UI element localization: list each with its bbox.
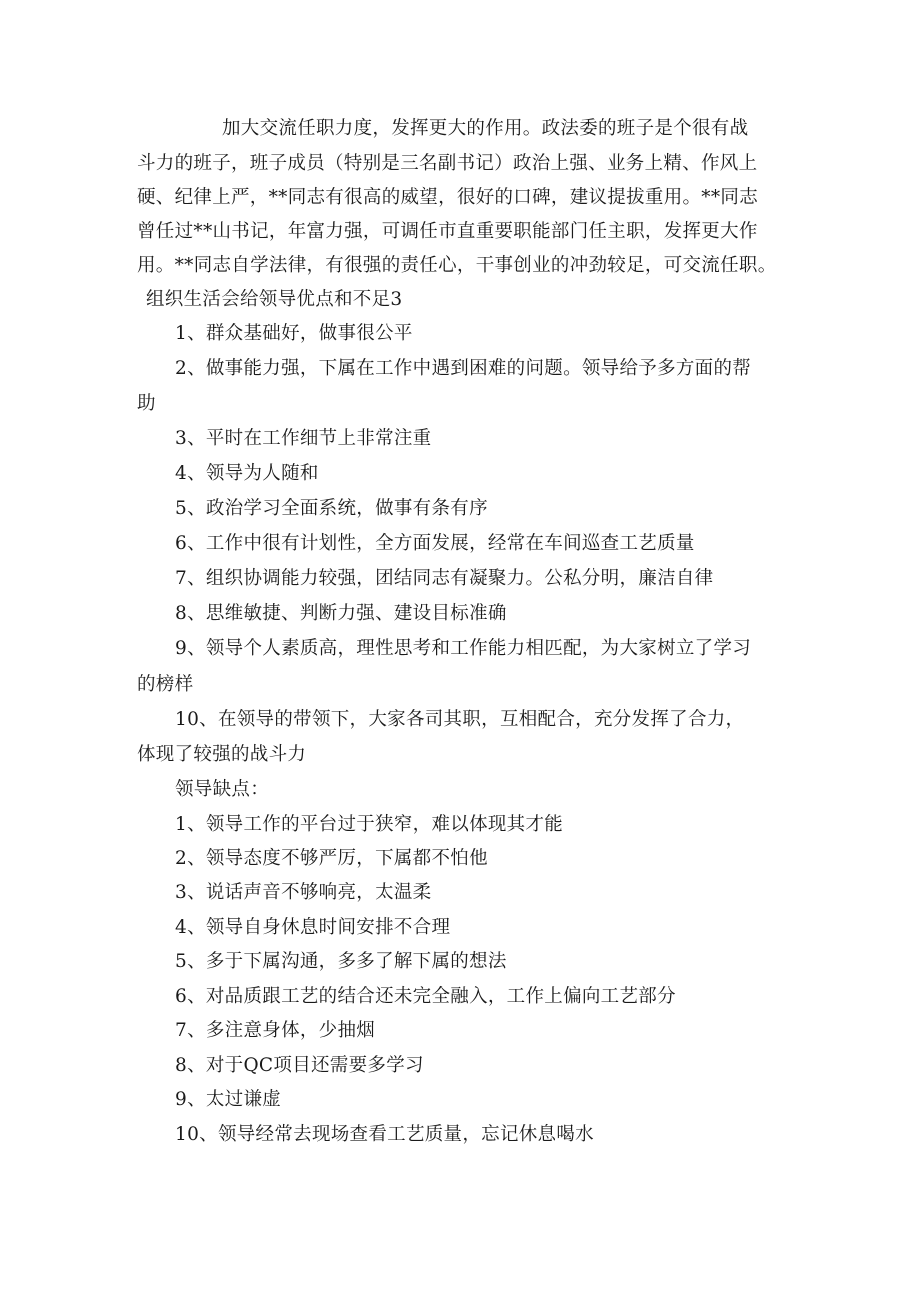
weakness-item-1: 1、领导工作的平台过于狭窄，难以体现其才能 xyxy=(175,814,564,835)
weakness-item-9: 9、太过谦虚 xyxy=(175,1089,282,1110)
weakness-item-6: 6、对品质跟工艺的结合还未完全融入，工作上偏向工艺部分 xyxy=(175,986,676,1007)
intro-line-5: 用。**同志自学法律，有很强的责任心，干事创业的冲劲较足，可交流任职。 xyxy=(137,255,777,276)
intro-line-4: 曾任过**山书记，年富力强，可调任市直重要职能部门任主职，发挥更大作 xyxy=(137,221,758,242)
weakness-item-4: 4、领导自身休息时间安排不合理 xyxy=(175,917,451,938)
strength-item-8: 8、思维敏捷、判断力强、建设目标准确 xyxy=(175,603,507,624)
weaknesses-heading: 领导缺点： xyxy=(175,779,270,800)
weakness-item-3: 3、说话声音不够响亮，太温柔 xyxy=(175,882,432,903)
weakness-item-2: 2、领导态度不够严厉，下属都不怕他 xyxy=(175,848,488,869)
intro-line-3: 硬、纪律上严，**同志有很高的威望，很好的口碑，建议提拔重用。**同志 xyxy=(137,187,759,208)
weakness-item-8: 8、对于QC项目还需要多学习 xyxy=(175,1055,424,1076)
strength-item-10-cont: 体现了较强的战斗力 xyxy=(137,744,307,765)
intro-line-2: 斗力的班子，班子成员（特别是三名副书记）政治上强、业务上精、作风上 xyxy=(137,153,758,174)
weakness-item-10: 10、领导经常去现场查看工艺质量，忘记休息喝水 xyxy=(175,1124,594,1145)
weakness-item-7: 7、多注意身体，少抽烟 xyxy=(175,1020,376,1041)
strength-item-9-cont: 的榜样 xyxy=(137,674,194,695)
strength-item-2-cont: 助 xyxy=(137,393,156,414)
section-title: 组织生活会给领导优点和不足3 xyxy=(146,289,403,310)
strength-item-9: 9、领导个人素质高，理性思考和工作能力相匹配，为大家树立了学习 xyxy=(175,638,752,659)
strength-item-10: 10、在领导的带领下，大家各司其职，互相配合，充分发挥了合力， xyxy=(175,709,745,730)
strength-item-3: 3、平时在工作细节上非常注重 xyxy=(175,428,432,449)
strength-item-7: 7、组织协调能力较强，团结同志有凝聚力。公私分明，廉洁自律 xyxy=(175,568,714,589)
intro-line-1: 加大交流任职力度，发挥更大的作用。政法委的班子是个很有战 xyxy=(222,118,749,139)
strength-item-1: 1、群众基础好，做事很公平 xyxy=(175,323,413,344)
strength-item-5: 5、政治学习全面系统，做事有条有序 xyxy=(175,498,488,519)
strength-item-4: 4、领导为人随和 xyxy=(175,463,319,484)
weakness-item-5: 5、多于下属沟通，多多了解下属的想法 xyxy=(175,951,507,972)
strength-item-2: 2、做事能力强，下属在工作中遇到困难的问题。领导给予多方面的帮 xyxy=(175,358,752,379)
strength-item-6: 6、工作中很有计划性，全方面发展，经常在车间巡查工艺质量 xyxy=(175,533,695,554)
